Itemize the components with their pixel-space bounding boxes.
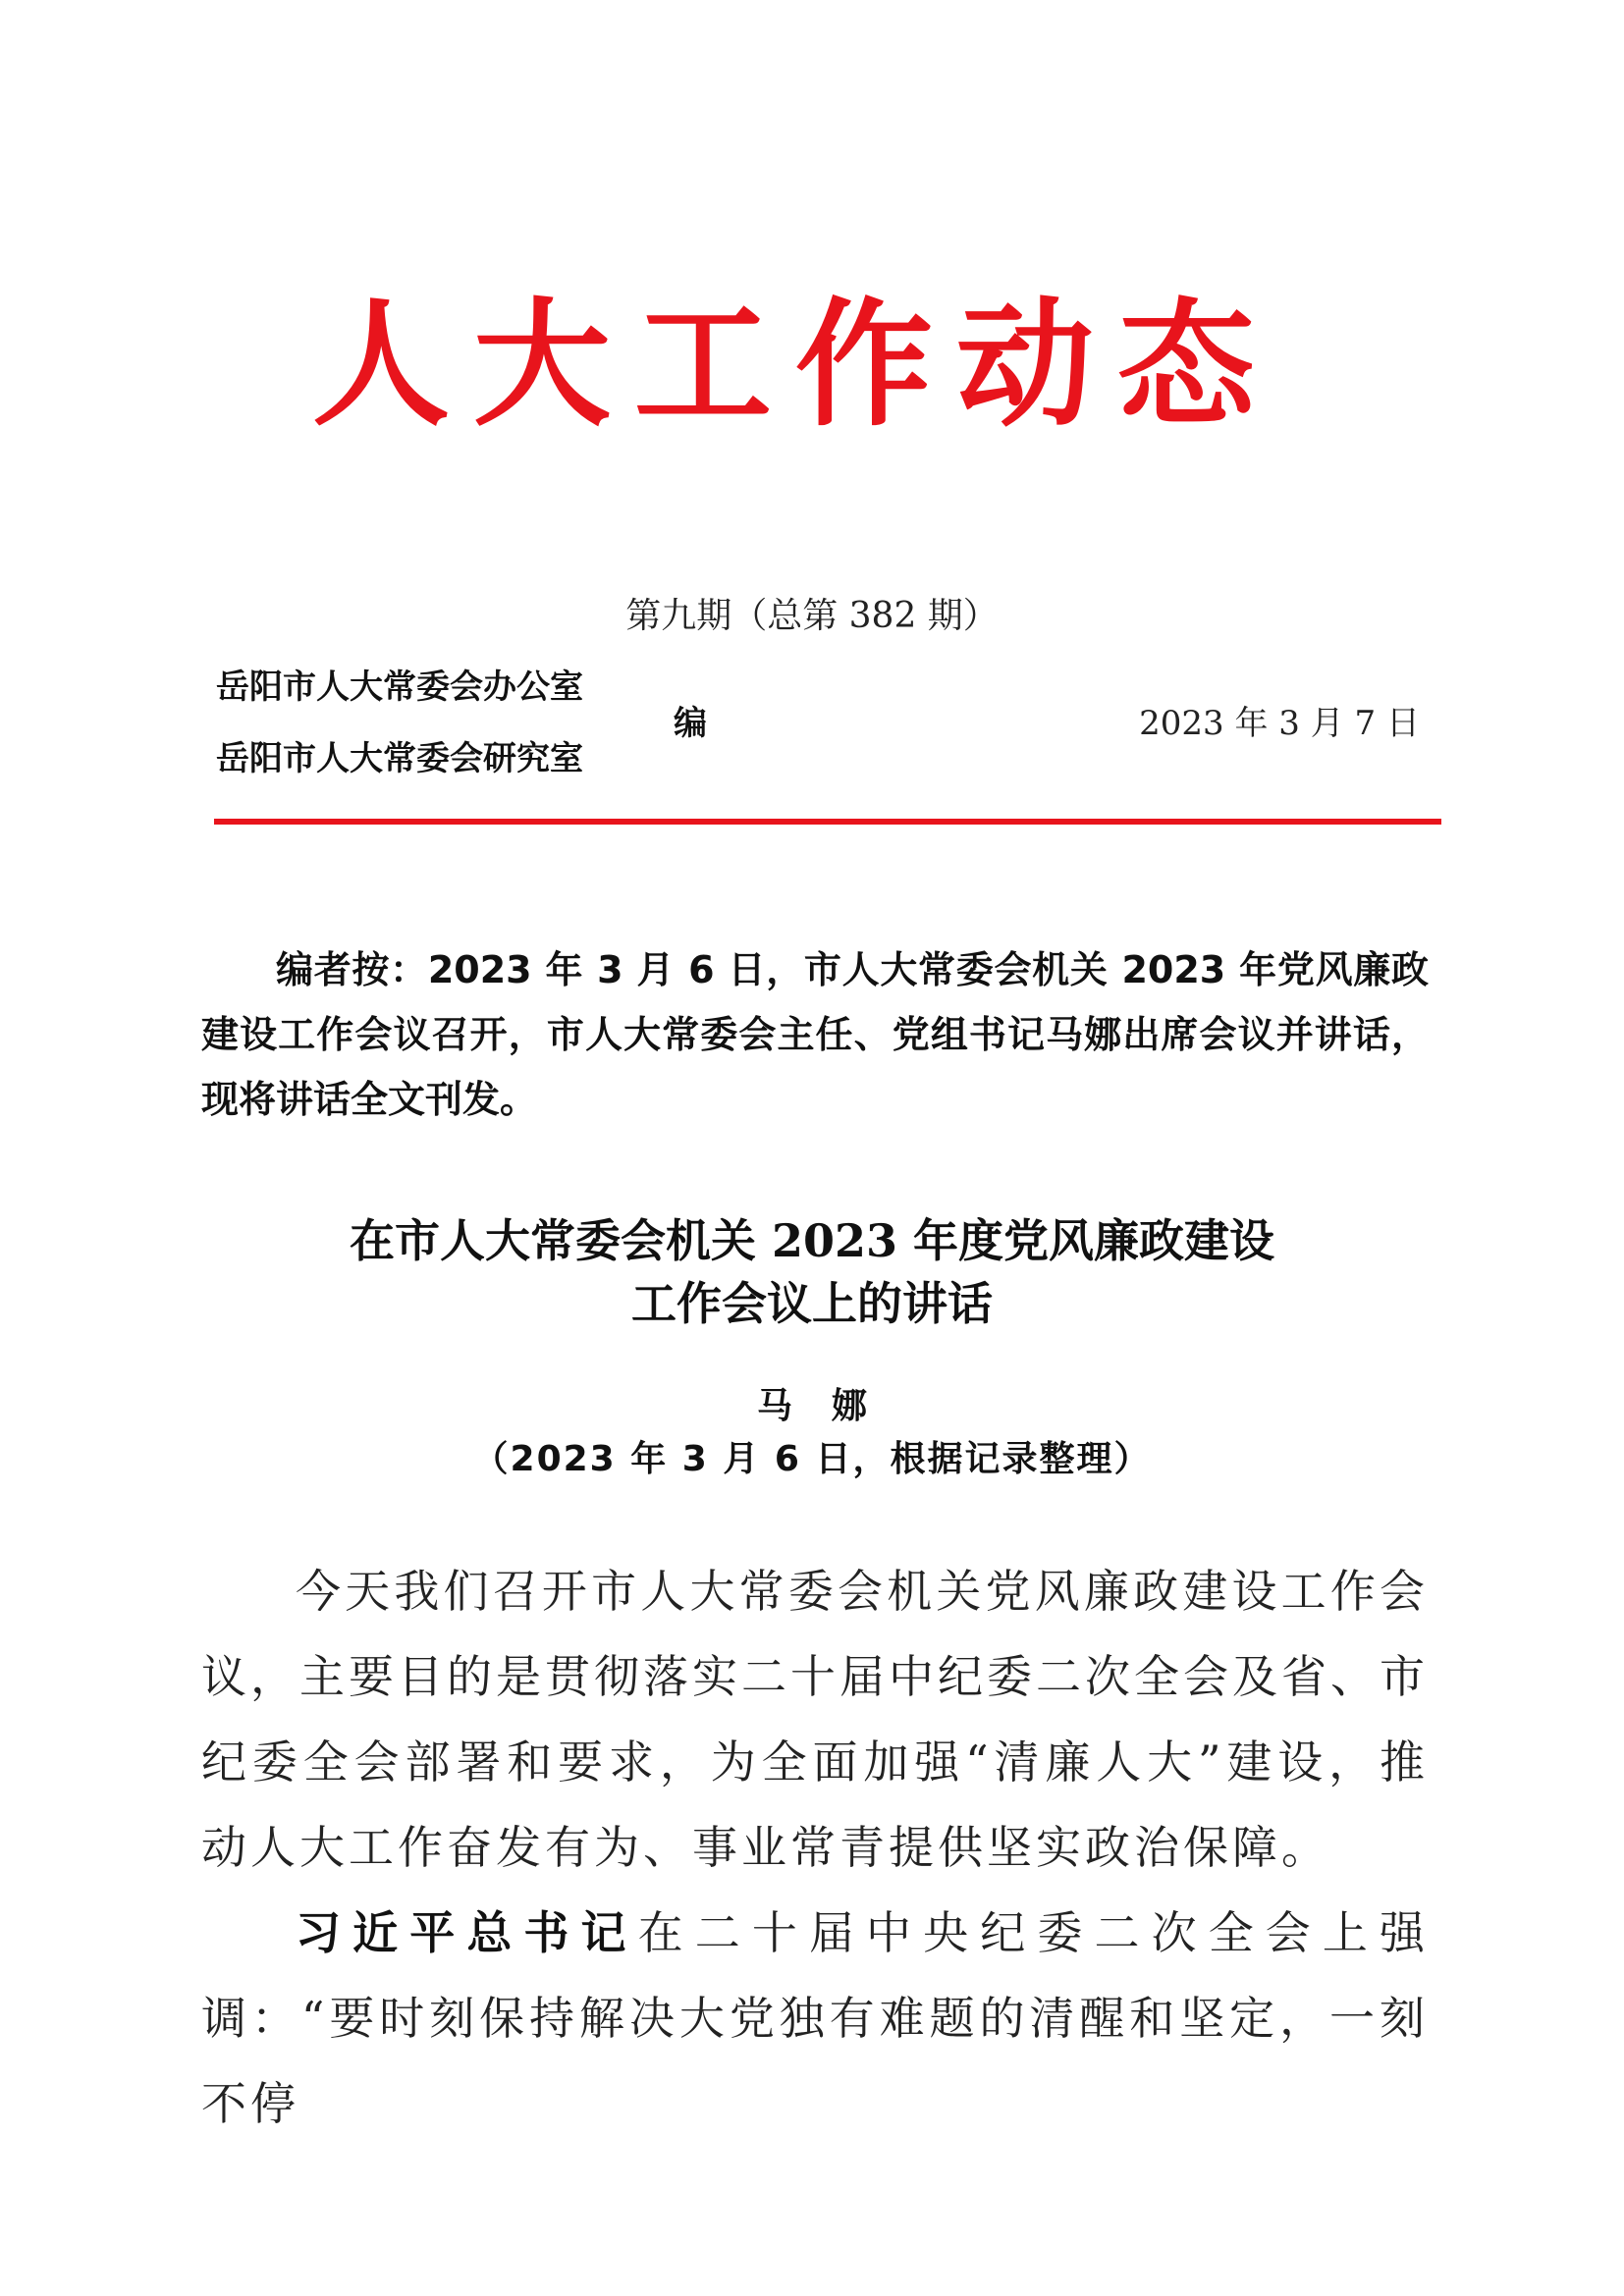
- red-divider-rule: [214, 819, 1441, 825]
- edit-label: 编: [674, 704, 707, 743]
- issue-date: 2023 年 3 月 7 日: [1139, 704, 1420, 743]
- body-paragraph-1: 今天我们召开市人大常委会机关党风廉政建设工作会议，主要目的是贯彻落实二十届中纪委二次全会及省、市纪委全会部署和要求，为全面加强“清廉人大”建设，推动人大工作奋发有为、事业常青提供坚实政治保障。: [201, 1565, 1429, 1874]
- article-title-line2: 工作会议上的讲话: [631, 1277, 993, 1330]
- editor-org-office: 岳阳市人大常委会办公室: [216, 667, 583, 707]
- masthead-title: 人大工作动态: [311, 286, 1278, 446]
- speaker-name: 马娜: [756, 1386, 906, 1426]
- editor-note: 编者按：2023 年 3 月 6 日，市人大常委会机关 2023 年党风廉政建设工作会议召开，市人大常委会主任、党组书记马娜出席会议并讲话，现将讲话全文刊发。: [201, 948, 1429, 1121]
- paragraph-2-rest: 在二十届中央纪委二次全会上强调：“要时刻保持解决大党独有难题的清醒和坚定，一刻不停: [201, 1906, 1430, 2130]
- paragraph-2-lead: 习近平总书记: [296, 1906, 638, 1959]
- editor-org-research: 岳阳市人大常委会研究室: [216, 739, 583, 778]
- issue-number: 第九期（总第 382 期）: [625, 596, 999, 636]
- speech-date: （2023 年 3 月 6 日，根据记录整理）: [472, 1439, 1152, 1479]
- body-paragraph-2: [201, 1891, 1429, 2147]
- article-title-line1: 在市人大常委会机关 2023 年度党风廉政建设: [349, 1214, 1275, 1267]
